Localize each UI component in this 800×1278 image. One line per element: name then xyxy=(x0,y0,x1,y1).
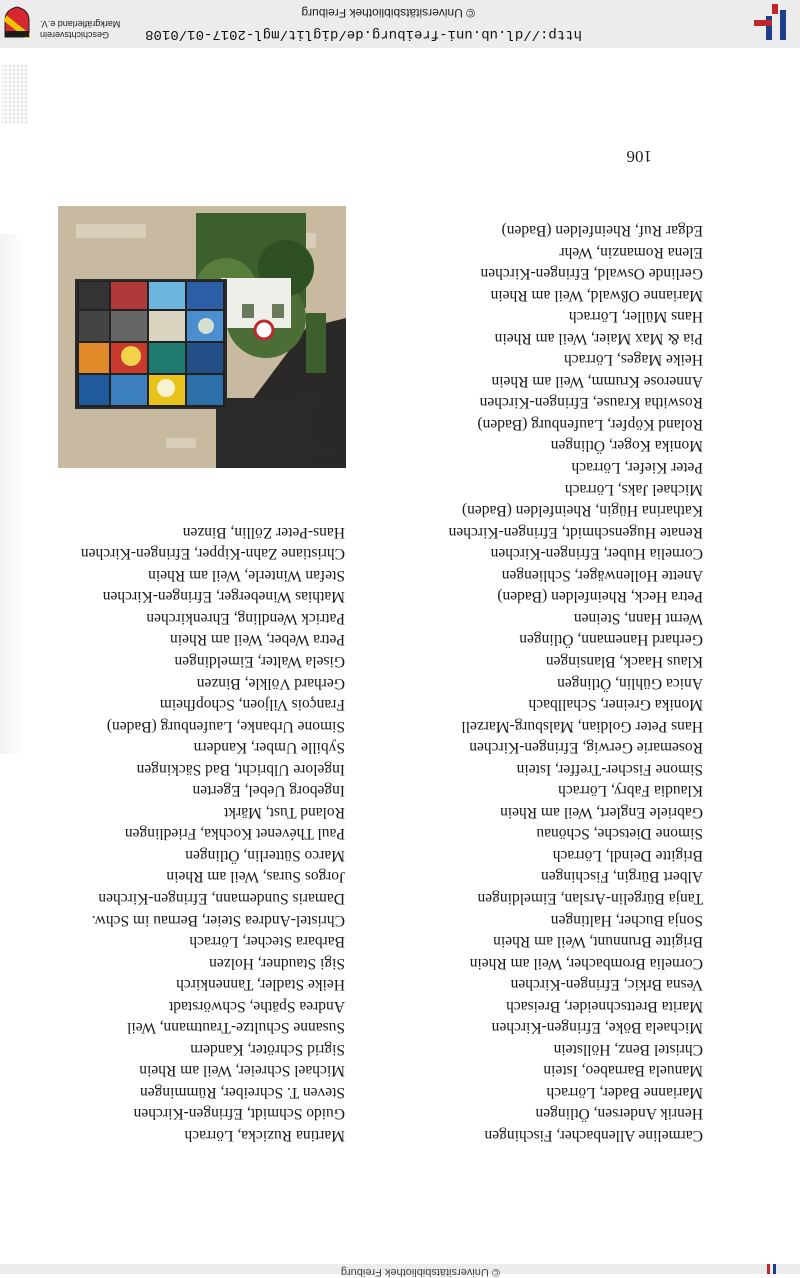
name-entry: Marco Sütterlin, Ötlingen xyxy=(185,846,345,864)
name-entry: Mathias Wineberger, Efringen-Kirchen xyxy=(102,588,345,606)
name-entry: Susanne Schultze-Trautmann, Weil xyxy=(127,1019,345,1037)
name-entry: Gerhard Hanemann, Ötlingen xyxy=(519,631,703,649)
ub-logo-icon xyxy=(760,1264,780,1274)
name-entry: Klaudia Fabry, Lörrach xyxy=(558,782,703,800)
name-entry: Wernt Hann, Steinen xyxy=(573,609,703,627)
name-entry: Marita Brettschneider, Breisach xyxy=(506,997,703,1015)
name-entry: Christel Benz, Höllstein xyxy=(553,1040,703,1058)
name-entry: Cornelia Huber, Efringen-Kirchen xyxy=(490,545,703,563)
name-entry: Paul Thévenet Kochka, Friedlingen xyxy=(124,825,345,843)
name-entry: Simone Dietsche, Schönau xyxy=(536,825,703,843)
coat-of-arms-icon xyxy=(4,6,30,38)
name-entry: Monika Greiner, Schallbach xyxy=(528,696,703,714)
name-entry: Patrick Wendling, Ehrenkirchen xyxy=(146,609,345,627)
name-entry: Elena Romanzin, Wehr xyxy=(559,243,703,261)
name-entry: Christel-Andrea Steier, Bernau im Schw. xyxy=(91,911,345,929)
name-entry: Simone Fischer-Treffer, Istein xyxy=(516,760,703,778)
name-entry: Damaris Sundemann, Efringen-Kirchen xyxy=(98,889,345,907)
name-entry: Petra Heck, Rheinfelden (Baden) xyxy=(497,588,703,606)
name-entry: Heike Mages, Lörrach xyxy=(563,351,703,369)
name-entry: Sigi Staudner, Holzen xyxy=(209,954,345,972)
bottom-strip xyxy=(0,1264,800,1278)
name-entry: Henrik Andersen, Ötlingen xyxy=(535,1105,703,1123)
name-entry: Sybille Umber, Kandern xyxy=(193,739,345,757)
name-entry: Cornelia Brombacher, Weil am Rhein xyxy=(469,954,703,972)
name-entry: Albert Bürgin, Fischingen xyxy=(540,868,703,886)
name-entry: Renate Hugenschmidt, Efringen-Kirchen xyxy=(448,523,703,541)
name-entry: Hans-Peter Zöllin, Binzen xyxy=(182,523,345,541)
header-bar xyxy=(0,0,800,48)
name-entry: Anica Gühlin, Ötlingen xyxy=(557,674,703,692)
name-entry: Annerose Krumm, Weil am Rhein xyxy=(491,372,703,390)
name-entry: Roland Tust, Märkt xyxy=(223,803,345,821)
name-entry: Simone Urbanke, Laufenburg (Baden) xyxy=(106,717,345,735)
name-entry: Brigitte Deindl, Lörrach xyxy=(552,846,703,864)
name-entry: Christiane Zahn-Kipper, Efringen-Kirchen xyxy=(80,545,345,563)
copyright-text: © Universitätsbibliothek Freiburg xyxy=(301,6,475,20)
name-entry: Barbara Stecher, Lörrach xyxy=(189,933,345,951)
bottom-strip-text: © Universitätsbibliothek Freiburg xyxy=(340,1266,500,1278)
names-column-left xyxy=(449,219,703,1146)
source-url[interactable]: http://dl.ub.uni-freiburg.de/diglit/mgl-2017-01/0108 xyxy=(145,26,582,42)
name-entry: Carmeline Allenbacher, Fischingen xyxy=(484,1127,703,1144)
name-entry: Roswitha Krause, Efringen-Kirchen xyxy=(479,394,703,412)
name-entry: Heike Stadler, Tannenkirch xyxy=(176,976,345,994)
names-column-right xyxy=(81,521,345,1146)
name-entry: Gerhard Völkle, Binzen xyxy=(196,674,345,692)
name-entry: Martina Ruzicka, Lörrach xyxy=(184,1127,345,1144)
ub-freiburg-logo-icon xyxy=(750,2,792,42)
publisher-line-2: Markgräflerland e.V. xyxy=(40,19,121,29)
name-entry: Marianne Bader, Lörrach xyxy=(546,1083,703,1101)
page-number: 106 xyxy=(626,147,652,166)
name-entry: Katharina Hügin, Rheinfelden (Baden) xyxy=(461,502,703,520)
name-entry: Anette Hollenwäger, Schliengen xyxy=(501,566,703,584)
name-entry: Michael Jaks, Lörrach xyxy=(564,480,703,498)
name-entry: Michael Schreier, Weil am Rhein xyxy=(139,1062,345,1080)
name-entry: Edgar Ruf, Rheinfelden (Baden) xyxy=(501,222,703,240)
name-entry: Rosemarie Gerwig, Efringen-Kirchen xyxy=(469,739,703,757)
name-entry: Sonja Bucher, Haltingen xyxy=(550,911,703,929)
page-edge-shadow xyxy=(0,234,25,754)
name-entry: Ingelore Ulbricht, Bad Säckingen xyxy=(136,760,345,778)
name-entry: Pia & Max Maier, Weil am Rhein xyxy=(494,329,703,347)
tile-mosaic-photo xyxy=(58,206,346,468)
name-entry: Andrea Späthe, Schwörstadt xyxy=(168,997,345,1015)
name-entry: Brigitte Brunnunt, Weil am Rhein xyxy=(493,933,703,951)
name-entry: Monika Koger, Ötlingen xyxy=(550,437,703,455)
name-entry: Gabriele Englert, Weil am Rhein xyxy=(500,803,703,821)
scan-speckle xyxy=(2,64,28,124)
name-entry: Jorgos Suras, Weil am Rhein xyxy=(166,868,345,886)
name-entry: Michaela Böke, Efringen-Kirchen xyxy=(491,1019,703,1037)
name-entry: Guido Schmidt, Efringen-Kirchen xyxy=(133,1105,345,1123)
name-entry: Hans Peter Goldian, Malsburg-Marzell xyxy=(461,717,703,735)
publisher-line-1: Geschichtsverein xyxy=(40,30,110,40)
name-entry: Sigrid Schröter, Kandern xyxy=(190,1040,345,1058)
name-entry: Gisela Walter, Eimeldingen xyxy=(174,652,345,670)
name-entry: Manuela Barnabeo, Istein xyxy=(543,1062,703,1080)
name-entry: Gerlinde Oswald, Efringen-Kirchen xyxy=(480,265,703,283)
name-entry: Stefan Winterle, Weil am Rhein xyxy=(148,566,345,584)
name-entry: Petra Weber, Weil am Rhein xyxy=(170,631,345,649)
name-entry: Peter Kiefer, Lörrach xyxy=(571,459,703,477)
name-entry: Hans Müller, Lörrach xyxy=(568,308,703,326)
name-entry: Marianne Oßwald, Weil am Rhein xyxy=(490,286,703,304)
name-entry: Roland Köpfer, Laufenburg (Baden) xyxy=(477,415,703,433)
name-entry: Vesna Brkic, Efringen-Kirchen xyxy=(510,976,703,994)
publisher-label xyxy=(40,18,145,40)
name-entry: Ingeborg Uebel, Egerten xyxy=(192,782,345,800)
name-entry: François Viljoen, Schopfheim xyxy=(159,696,345,714)
name-entry: Tanja Bürgelin-Arslan, Eimeldingen xyxy=(477,889,703,907)
name-entry: Klaus Haack, Blansingen xyxy=(545,652,703,670)
name-entry: Steven T. Schreiber, Rümmingen xyxy=(139,1083,345,1101)
